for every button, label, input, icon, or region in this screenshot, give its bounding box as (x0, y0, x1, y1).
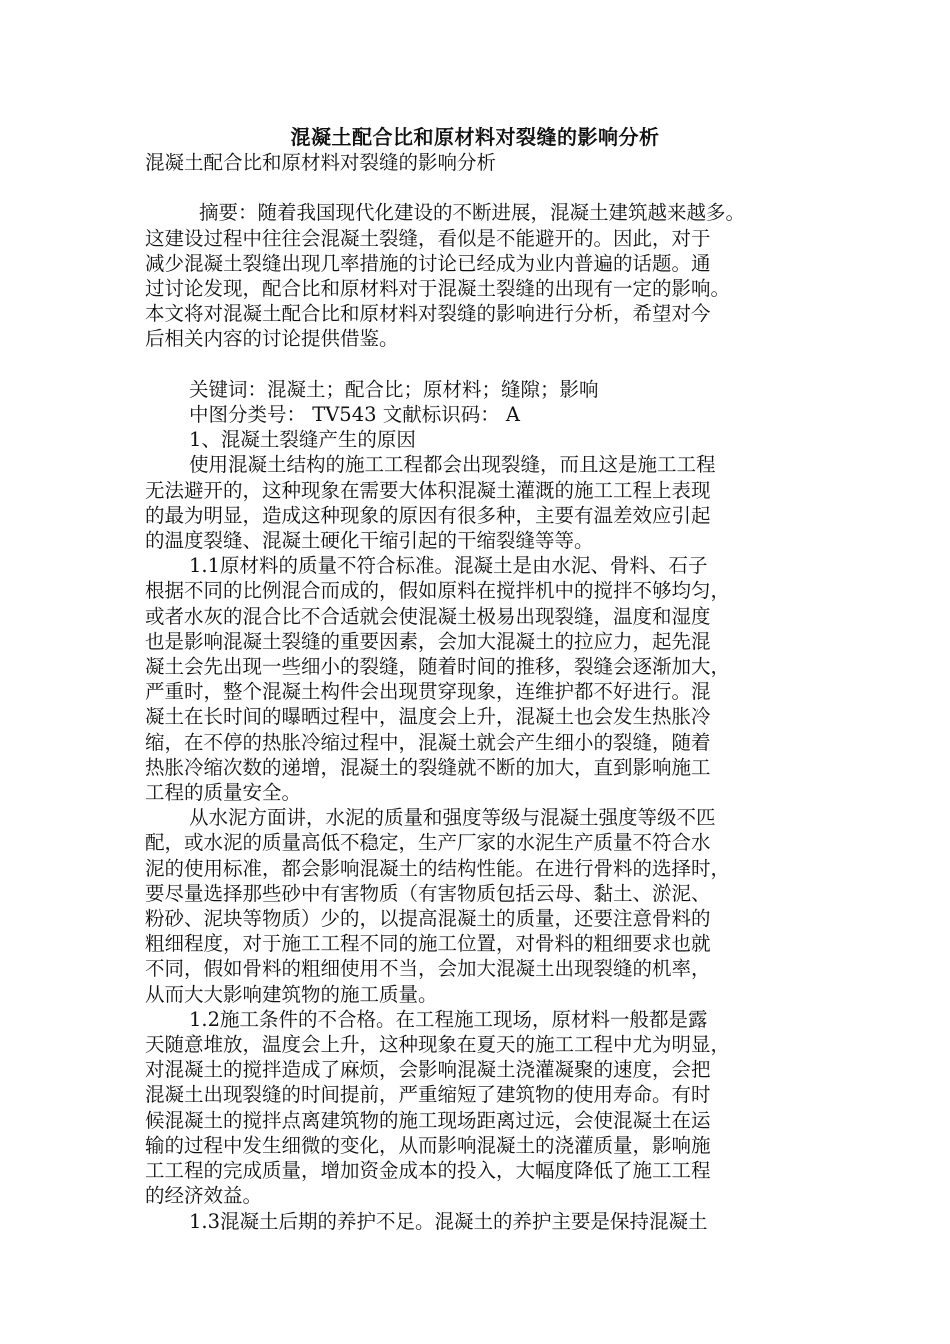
abstract-line: 后相关内容的讨论提供借鉴。 (145, 327, 399, 351)
paragraph-line: 粗细程度，对于施工工程不同的施工位置，对骨料的粗细要求也就 (145, 932, 711, 956)
blank-line (145, 175, 835, 200)
paragraph-line: 热胀冷缩次数的递增，混凝土的裂缝就不断的加大，直到影响施工 (145, 755, 711, 779)
paragraph-line: 的温度裂缝、混凝土硬化干缩引起的干缩裂缝等等。 (145, 529, 594, 553)
abstract-line: 本文将对混凝土配合比和原材料对裂缝的影响进行分析，希望对今 (145, 302, 711, 326)
paragraph-line: 使用混凝土结构的施工工程都会出现裂缝，而且这是施工工程 (189, 453, 716, 477)
paragraph-line: 候混凝土的搅拌点离建筑物的施工现场距离过远，会使混凝土在运 (145, 1108, 711, 1132)
paragraph-line: 工程的质量安全。 (145, 781, 302, 805)
paragraph (145, 553, 835, 805)
paragraph-line: 1.3混凝土后期的养护不足。混凝土的养护主要是保持混凝土 (189, 1209, 708, 1233)
abstract-line: 摘要：随着我国现代化建设的不断进展，混凝土建筑越来越多。 (199, 201, 746, 225)
blank-line (145, 352, 835, 377)
paragraph-line: 工工程的完成质量，增加资金成本的投入，大幅度降低了施工工程 (145, 1159, 711, 1183)
paragraph-line: 凝土在长时间的曝晒过程中，温度会上升，混凝土也会发生热胀冷 (145, 705, 711, 729)
paragraph-line: 的经济效益。 (145, 1184, 263, 1208)
classification: 中图分类号： TV543 文献标识码： A (189, 403, 520, 426)
paragraph (145, 452, 835, 553)
paragraph-line: 输的过程中发生细微的变化，从而影响混凝土的浇灌质量，影响施 (145, 1133, 711, 1157)
paragraph-line: 严重时，整个混凝土构件会出现贯穿现象，连维护都不好进行。混 (145, 680, 711, 704)
paragraph-line: 也是影响混凝土裂缝的重要因素，会加大混凝土的拉应力，起先混 (145, 629, 711, 653)
paragraph-line: 粉砂、泥块等物质）少的，以提高混凝土的质量，还要注意骨料的 (145, 907, 711, 931)
paragraph-line: 要尽量选择那些砂中有害物质（有害物质包括云母、黏土、淤泥、 (145, 881, 711, 905)
abstract-line: 过讨论发现，配合比和原材料对于混凝土裂缝的出现有一定的影响。 (145, 277, 731, 300)
keywords: 关键词：混凝土；配合比；原材料；缝隙；影响 (189, 377, 599, 401)
paragraph-line: 凝土会先出现一些细小的裂缝，随着时间的推移，裂缝会逐渐加大， (145, 655, 731, 679)
paragraph-line: 缩，在不停的热胀冷缩过程中，混凝土就会产生细小的裂缝，随着 (145, 730, 711, 754)
paragraph-line: 无法避开的，这种现象在需要大体积混凝土灌溉的施工工程上表现 (145, 478, 711, 502)
paragraph-line: 天随意堆放，温度会上升，这种现象在夏天的施工工程中尤为明显， (145, 1033, 731, 1057)
paragraph-line: 根据不同的比例混合而成的，假如原料在搅拌机中的搅拌不够均匀， (145, 579, 731, 603)
paragraph-line: 配，或水泥的质量高低不稳定，生产厂家的水泥生产质量不符合水 (145, 831, 711, 855)
paragraph-line: 1.1原材料的质量不符合标准。混凝土是由水泥、骨料、石子 (189, 554, 708, 578)
paragraph-line: 1.2施工条件的不合格。在工程施工现场，原材料一般都是露 (189, 1007, 708, 1031)
paragraph (145, 1209, 835, 1234)
paragraph-line: 或者水灰的混合比不合适就会使混凝土极易出现裂缝，温度和湿度 (145, 604, 711, 628)
paragraph-line: 对混凝土的搅拌造成了麻烦，会影响混凝土浇灌凝聚的速度，会把 (145, 1058, 711, 1082)
paragraph-line: 的最为明显，造成这种现象的原因有很多种，主要有温差效应引起 (145, 503, 711, 527)
paragraph (145, 1007, 835, 1209)
abstract-line: 减少混凝土裂缝出现几率措施的讨论已经成为业内普遍的话题。通 (145, 251, 711, 275)
section-heading: 1、混凝土裂缝产生的原因 (189, 428, 416, 452)
abstract-line: 这建设过程中往往会混凝土裂缝，看似是不能避开的。因此，对于 (145, 226, 711, 250)
abstract (145, 200, 835, 351)
subtitle: 混凝土配合比和原材料对裂缝的影响分析 (145, 151, 497, 174)
paragraph-line: 从水泥方面讲，水泥的质量和强度等级与混凝土强度等级不匹 (189, 806, 716, 830)
document-body (145, 150, 835, 1234)
paragraph-line: 从而大大影响建筑物的施工质量。 (145, 982, 438, 1006)
paragraph-line: 不同，假如骨料的粗细使用不当，会加大混凝土出现裂缝的机率， (145, 957, 711, 981)
paragraph (145, 805, 835, 1007)
paragraph-line: 泥的使用标准，都会影响混凝土的结构性能。在进行骨料的选择时， (145, 856, 731, 880)
document-title: 混凝土配合比和原材料对裂缝的影响分析 (290, 125, 660, 149)
paragraph-line: 混凝土出现裂缝的时间提前，严重缩短了建筑物的使用寿命。有时 (145, 1083, 711, 1107)
